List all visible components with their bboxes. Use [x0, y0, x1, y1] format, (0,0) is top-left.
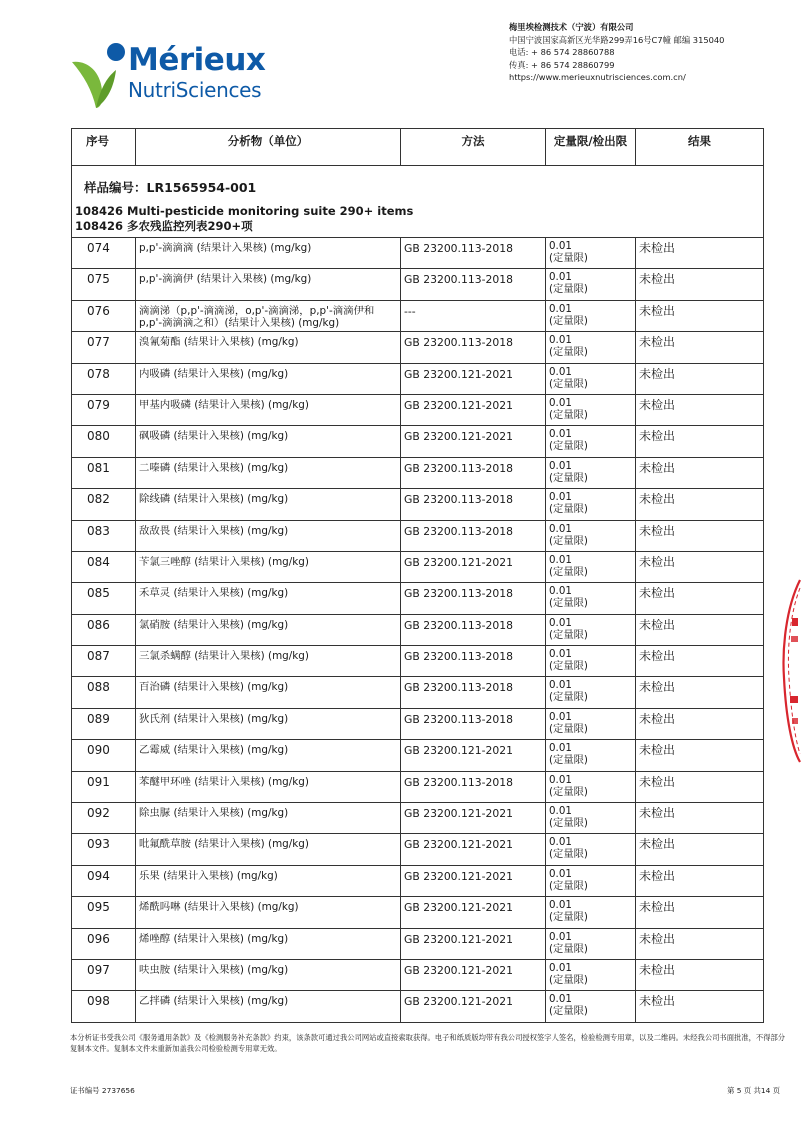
row-limit — [546, 426, 636, 457]
row-result: 未检出 — [636, 708, 764, 739]
row-method: GB 23200.121-2021 — [401, 394, 546, 425]
row-result: 未检出 — [636, 269, 764, 300]
row-limit — [546, 332, 636, 363]
row-method: GB 23200.121-2021 — [401, 991, 546, 1022]
row-limit-value: 0.01 — [549, 302, 572, 315]
row-analyte: 乐果 (结果计入果核) (mg/kg) — [136, 865, 401, 896]
table-row — [72, 897, 764, 928]
row-result: 未检出 — [636, 897, 764, 928]
row-method: GB 23200.121-2021 — [401, 834, 546, 865]
row-limit — [546, 959, 636, 990]
row-limit-value: 0.01 — [549, 805, 572, 818]
row-method: GB 23200.113-2018 — [401, 614, 546, 645]
row-no: 092 — [72, 803, 136, 834]
row-limit-note: (定量限) — [549, 691, 588, 704]
row-result: 未检出 — [636, 394, 764, 425]
row-limit-value: 0.01 — [549, 271, 572, 284]
row-no: 094 — [72, 865, 136, 896]
company-logo — [70, 40, 280, 110]
row-method: GB 23200.113-2018 — [401, 457, 546, 488]
row-no: 078 — [72, 363, 136, 394]
row-limit-value: 0.01 — [549, 522, 572, 535]
table-row — [72, 457, 764, 488]
row-result: 未检出 — [636, 677, 764, 708]
row-result: 未检出 — [636, 363, 764, 394]
row-limit-value: 0.01 — [549, 836, 572, 849]
row-analyte: 内吸磷 (结果计入果核) (mg/kg) — [136, 363, 401, 394]
row-method: GB 23200.113-2018 — [401, 677, 546, 708]
row-limit-note: (定量限) — [549, 722, 588, 735]
table-row — [72, 300, 764, 331]
row-analyte: 狄氏剂 (结果计入果核) (mg/kg) — [136, 708, 401, 739]
row-method: GB 23200.121-2021 — [401, 959, 546, 990]
row-limit — [546, 363, 636, 394]
row-limit-value: 0.01 — [549, 773, 572, 786]
page-number: 第 5 页 共14 页 — [727, 1086, 781, 1095]
row-limit-note: (定量限) — [549, 471, 588, 484]
suite-title-cn: 108426 多农残监控列表290+项 — [75, 218, 253, 233]
table-row — [72, 708, 764, 739]
row-result: 未检出 — [636, 520, 764, 551]
row-no: 088 — [72, 677, 136, 708]
row-no: 095 — [72, 897, 136, 928]
row-limit — [546, 740, 636, 771]
table-row — [72, 426, 764, 457]
row-limit-note: (定量限) — [549, 1005, 588, 1018]
row-result: 未检出 — [636, 332, 764, 363]
row-limit — [546, 394, 636, 425]
header-no: 序号 — [72, 129, 136, 166]
row-no: 081 — [72, 457, 136, 488]
row-method: GB 23200.121-2021 — [401, 426, 546, 457]
row-limit-note: (定量限) — [549, 942, 588, 955]
row-limit-note: (定量限) — [549, 879, 588, 892]
row-limit — [546, 269, 636, 300]
row-analyte: 溴氰菊酯 (结果计入果核) (mg/kg) — [136, 332, 401, 363]
table-row — [72, 520, 764, 551]
table-row — [72, 928, 764, 959]
row-analyte: 禾草灵 (结果计入果核) (mg/kg) — [136, 583, 401, 614]
row-limit — [546, 928, 636, 959]
row-limit — [546, 583, 636, 614]
row-limit — [546, 551, 636, 582]
row-method: GB 23200.121-2021 — [401, 363, 546, 394]
footer-terms-note: 本分析证书受我公司《服务通用条款》及《检测服务补充条款》约束，该条款可通过我公司网站或直接索取获得。电子和纸质版均带有我公司授权签字人签名，检验检测专用章，以及二维码。未经我公司书面批准，不得部分复制本文件。复制本文件未重新加盖我公司检验检测专用章无效。 — [70, 1033, 786, 1053]
row-limit-value: 0.01 — [549, 334, 572, 347]
row-limit — [546, 457, 636, 488]
row-analyte: 除线磷 (结果计入果核) (mg/kg) — [136, 489, 401, 520]
row-limit-note: (定量限) — [549, 660, 588, 673]
row-limit-note: (定量限) — [549, 785, 588, 798]
row-limit-note: (定量限) — [549, 346, 588, 359]
row-result: 未检出 — [636, 583, 764, 614]
row-analyte: 氯硝胺 (结果计入果核) (mg/kg) — [136, 614, 401, 645]
certificate-number: 证书编号 2737656 — [70, 1086, 135, 1095]
row-limit-value: 0.01 — [549, 396, 572, 409]
row-result: 未检出 — [636, 489, 764, 520]
row-limit-note: (定量限) — [549, 597, 588, 610]
header-method: 方法 — [401, 129, 546, 166]
table-row — [72, 865, 764, 896]
row-result: 未检出 — [636, 803, 764, 834]
table-row — [72, 803, 764, 834]
table-header-row — [72, 129, 764, 166]
row-no: 076 — [72, 300, 136, 331]
row-no: 086 — [72, 614, 136, 645]
table-row — [72, 551, 764, 582]
table-row — [72, 677, 764, 708]
row-result: 未检出 — [636, 426, 764, 457]
row-limit-note: (定量限) — [549, 408, 588, 421]
row-limit-note: (定量限) — [549, 283, 588, 296]
logo-brand-line2: NutriSciences — [128, 78, 262, 102]
row-limit-value: 0.01 — [549, 867, 572, 880]
row-no: 084 — [72, 551, 136, 582]
row-no: 093 — [72, 834, 136, 865]
row-no: 096 — [72, 928, 136, 959]
row-analyte: 甲基内吸磷 (结果计入果核) (mg/kg) — [136, 394, 401, 425]
row-no: 079 — [72, 394, 136, 425]
row-limit-note: (定量限) — [549, 377, 588, 390]
row-analyte: 砜吸磷 (结果计入果核) (mg/kg) — [136, 426, 401, 457]
table-row — [72, 614, 764, 645]
row-limit-note: (定量限) — [549, 817, 588, 830]
row-limit-note: (定量限) — [549, 848, 588, 861]
row-result: 未检出 — [636, 646, 764, 677]
row-analyte: 苄氯三唑醇 (结果计入果核) (mg/kg) — [136, 551, 401, 582]
company-name: 梅里埃检测技术（宁波）有限公司 — [509, 22, 634, 32]
row-limit-value: 0.01 — [549, 240, 572, 252]
row-result: 未检出 — [636, 740, 764, 771]
company-website[interactable]: https://www.merieuxnutrisciences.com.cn/ — [509, 72, 686, 82]
row-analyte: p,p'-滴滴滴 (结果计入果核) (mg/kg) — [136, 238, 401, 269]
row-limit-value: 0.01 — [549, 616, 572, 629]
row-limit — [546, 300, 636, 331]
header-analyte: 分析物（单位） — [136, 129, 401, 166]
row-limit-note: (定量限) — [549, 911, 588, 924]
row-limit-note: (定量限) — [549, 252, 588, 264]
row-result: 未检出 — [636, 614, 764, 645]
row-result: 未检出 — [636, 865, 764, 896]
sample-row — [72, 166, 764, 201]
row-limit-value: 0.01 — [549, 491, 572, 504]
row-limit-note: (定量限) — [549, 314, 588, 327]
header-limit: 定量限/检出限 — [546, 129, 636, 166]
row-method: GB 23200.113-2018 — [401, 332, 546, 363]
table-row — [72, 740, 764, 771]
row-analyte: 三氯杀螨醇 (结果计入果核) (mg/kg) — [136, 646, 401, 677]
table-body — [72, 238, 764, 1023]
suite-title — [72, 201, 764, 238]
company-phone: 电话: + 86 574 28860788 — [509, 47, 615, 57]
table-row — [72, 771, 764, 802]
row-method: GB 23200.113-2018 — [401, 238, 546, 269]
row-limit-value: 0.01 — [549, 459, 572, 472]
row-no: 077 — [72, 332, 136, 363]
table-row — [72, 269, 764, 300]
table-row — [72, 959, 764, 990]
table-row — [72, 646, 764, 677]
suite-title-en: 108426 Multi-pesticide monitoring suite 290+ items — [75, 203, 414, 218]
table-row — [72, 583, 764, 614]
row-limit-value: 0.01 — [549, 648, 572, 661]
row-limit-note: (定量限) — [549, 973, 588, 986]
row-no: 087 — [72, 646, 136, 677]
table-row — [72, 394, 764, 425]
row-result: 未检出 — [636, 991, 764, 1022]
row-limit — [546, 677, 636, 708]
row-limit-note: (定量限) — [549, 754, 588, 767]
row-limit-note: (定量限) — [549, 534, 588, 547]
row-limit-note: (定量限) — [549, 565, 588, 578]
header-result: 结果 — [636, 129, 764, 166]
row-no: 097 — [72, 959, 136, 990]
row-method: GB 23200.121-2021 — [401, 865, 546, 896]
table-row — [72, 489, 764, 520]
row-analyte: 百治磷 (结果计入果核) (mg/kg) — [136, 677, 401, 708]
table-row — [72, 363, 764, 394]
row-limit-value: 0.01 — [549, 899, 572, 912]
row-analyte: p,p'-滴滴伊 (结果计入果核) (mg/kg) — [136, 269, 401, 300]
row-limit — [546, 708, 636, 739]
row-analyte: 敌敌畏 (结果计入果核) (mg/kg) — [136, 520, 401, 551]
table-row — [72, 834, 764, 865]
logo-brand-line1: Mérieux — [128, 42, 266, 78]
row-result: 未检出 — [636, 238, 764, 269]
company-address: 中国宁波国家高新区光华路299弄16号C7幢 邮编 315040 — [509, 34, 725, 45]
row-no: 074 — [72, 238, 136, 269]
row-analyte: 滴滴涕（p,p'-滴滴涕，o,p'-滴滴涕，p,p'-滴滴伊和p,p'-滴滴滴之和）(结果计入果核) (mg/kg) — [136, 300, 401, 331]
row-method: GB 23200.121-2021 — [401, 740, 546, 771]
row-limit-value: 0.01 — [549, 365, 572, 378]
row-limit-note: (定量限) — [549, 503, 588, 516]
row-limit — [546, 520, 636, 551]
row-limit-note: (定量限) — [549, 628, 588, 641]
row-limit-value: 0.01 — [549, 428, 572, 441]
company-info — [509, 21, 724, 84]
row-method: GB 23200.121-2021 — [401, 551, 546, 582]
row-limit — [546, 771, 636, 802]
row-no: 085 — [72, 583, 136, 614]
row-analyte: 二嗪磷 (结果计入果核) (mg/kg) — [136, 457, 401, 488]
row-no: 089 — [72, 708, 136, 739]
row-no: 082 — [72, 489, 136, 520]
row-limit — [546, 489, 636, 520]
row-limit — [546, 897, 636, 928]
row-method: GB 23200.113-2018 — [401, 489, 546, 520]
results-table — [71, 128, 764, 1023]
row-limit — [546, 614, 636, 645]
row-analyte: 苯醚甲环唑 (结果计入果核) (mg/kg) — [136, 771, 401, 802]
row-limit-value: 0.01 — [549, 585, 572, 598]
row-limit — [546, 803, 636, 834]
row-no: 080 — [72, 426, 136, 457]
row-method: GB 23200.113-2018 — [401, 520, 546, 551]
table-row — [72, 991, 764, 1022]
row-limit — [546, 834, 636, 865]
row-analyte: 除虫脲 (结果计入果核) (mg/kg) — [136, 803, 401, 834]
row-method: GB 23200.113-2018 — [401, 708, 546, 739]
row-limit-value: 0.01 — [549, 993, 572, 1006]
row-limit — [546, 865, 636, 896]
row-result: 未检出 — [636, 834, 764, 865]
row-result: 未检出 — [636, 771, 764, 802]
row-method: --- — [401, 300, 546, 331]
official-seal-stamp — [778, 578, 801, 764]
row-method: GB 23200.121-2021 — [401, 897, 546, 928]
row-result: 未检出 — [636, 551, 764, 582]
row-limit-value: 0.01 — [549, 930, 572, 943]
row-limit — [546, 238, 636, 269]
row-analyte: 吡氟酰草胺 (结果计入果核) (mg/kg) — [136, 834, 401, 865]
row-analyte: 呋虫胺 (结果计入果核) (mg/kg) — [136, 959, 401, 990]
row-result: 未检出 — [636, 928, 764, 959]
row-no: 083 — [72, 520, 136, 551]
row-analyte: 乙霉威 (结果计入果核) (mg/kg) — [136, 740, 401, 771]
table-row — [72, 332, 764, 363]
suite-row — [72, 201, 764, 238]
row-analyte: 烯酰吗啉 (结果计入果核) (mg/kg) — [136, 897, 401, 928]
row-analyte: 乙拌磷 (结果计入果核) (mg/kg) — [136, 991, 401, 1022]
table-row — [72, 238, 764, 269]
sample-label: 样品编号：LR1565954-001 — [72, 166, 764, 201]
row-result: 未检出 — [636, 457, 764, 488]
row-method: GB 23200.113-2018 — [401, 583, 546, 614]
row-no: 098 — [72, 991, 136, 1022]
row-limit-note: (定量限) — [549, 440, 588, 453]
row-method: GB 23200.121-2021 — [401, 803, 546, 834]
row-result: 未检出 — [636, 300, 764, 331]
row-result: 未检出 — [636, 959, 764, 990]
row-limit-value: 0.01 — [549, 742, 572, 755]
row-no: 091 — [72, 771, 136, 802]
row-method: GB 23200.113-2018 — [401, 269, 546, 300]
row-analyte: 烯唑醇 (结果计入果核) (mg/kg) — [136, 928, 401, 959]
row-limit-value: 0.01 — [549, 710, 572, 723]
row-no: 090 — [72, 740, 136, 771]
company-fax: 传真: + 86 574 28860799 — [509, 59, 615, 70]
row-limit-value: 0.01 — [549, 679, 572, 692]
row-limit — [546, 646, 636, 677]
row-method: GB 23200.121-2021 — [401, 928, 546, 959]
row-method: GB 23200.113-2018 — [401, 771, 546, 802]
row-limit-value: 0.01 — [549, 553, 572, 566]
logo-leaf-icon — [70, 40, 128, 110]
row-method: GB 23200.113-2018 — [401, 646, 546, 677]
row-no: 075 — [72, 269, 136, 300]
row-limit — [546, 991, 636, 1022]
row-limit-value: 0.01 — [549, 961, 572, 974]
